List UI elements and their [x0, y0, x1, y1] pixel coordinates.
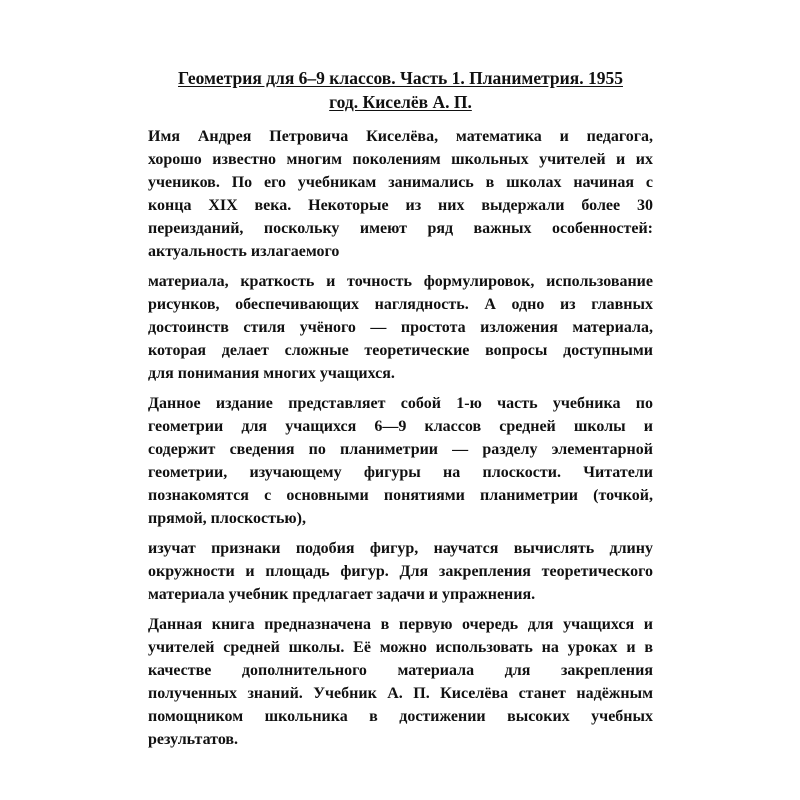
text-line: полученных знаний. Учебник А. П. Киселёва станет надёжным: [148, 685, 653, 702]
text-line: учеников. По его учебникам занимались в школах начиная с: [148, 174, 653, 191]
text-line: познакомятся с основными понятиями планиметрии (точкой,: [148, 487, 653, 504]
text-line: конца XIX века. Некоторые из них выдержали более 30: [148, 197, 653, 214]
text-line: хорошо известно многим поколениям школьных учителей и их: [148, 151, 653, 168]
document-page: [148, 66, 653, 758]
text-line: которая делает сложные теоретические вопросы доступными: [148, 342, 653, 359]
paragraph: [148, 613, 653, 751]
text-line: актуальность излагаемого: [148, 243, 340, 260]
document-body: [148, 125, 653, 751]
text-line: окружности и площадь фигур. Для закрепления теоретического: [148, 563, 653, 580]
text-line: геометрии, изучающему фигуры на плоскости. Читатели: [148, 464, 653, 481]
text-line: учителей средней школы. Её можно использовать на уроках и в: [148, 639, 653, 656]
text-line: Данная книга предназначена в первую очередь для учащихся и: [148, 616, 653, 633]
title-line: год. Киселёв А. П.: [329, 92, 472, 112]
text-line: результатов.: [148, 731, 239, 748]
text-line: Имя Андрея Петровича Киселёва, математика и педагога,: [148, 128, 653, 145]
text-line: качестве дополнительного материала для закрепления: [148, 662, 653, 679]
paragraph: [148, 270, 653, 385]
text-line: прямой, плоскостью),: [148, 510, 306, 527]
title-line: Геометрия для 6–9 классов. Часть 1. Планиметрия. 1955: [178, 68, 623, 88]
text-line: достоинств стиля учёного — простота изложения материала,: [148, 319, 653, 336]
text-line: помощником школьника в достижении высоких учебных: [148, 708, 653, 725]
text-line: Данное издание представляет собой 1-ю часть учебника по: [148, 395, 653, 412]
paragraph: [148, 125, 653, 263]
paragraph: [148, 537, 653, 606]
text-line: изучат признаки подобия фигур, научатся вычислять длину: [148, 540, 653, 557]
text-line: содержит сведения по планиметрии — разделу элементарной: [148, 441, 653, 458]
text-line: переизданий, поскольку имеют ряд важных особенностей:: [148, 220, 653, 237]
document-title: [148, 66, 653, 114]
text-line: материала, краткость и точность формулировок, использование: [148, 273, 653, 290]
text-line: рисунков, обеспечивающих наглядность. А одно из главных: [148, 296, 653, 313]
text-line: геометрии для учащихся 6—9 классов средней школы и: [148, 418, 653, 435]
text-line: материала учебник предлагает задачи и упражнения.: [148, 586, 536, 603]
text-line: для понимания многих учащихся.: [148, 365, 395, 382]
paragraph: [148, 392, 653, 530]
